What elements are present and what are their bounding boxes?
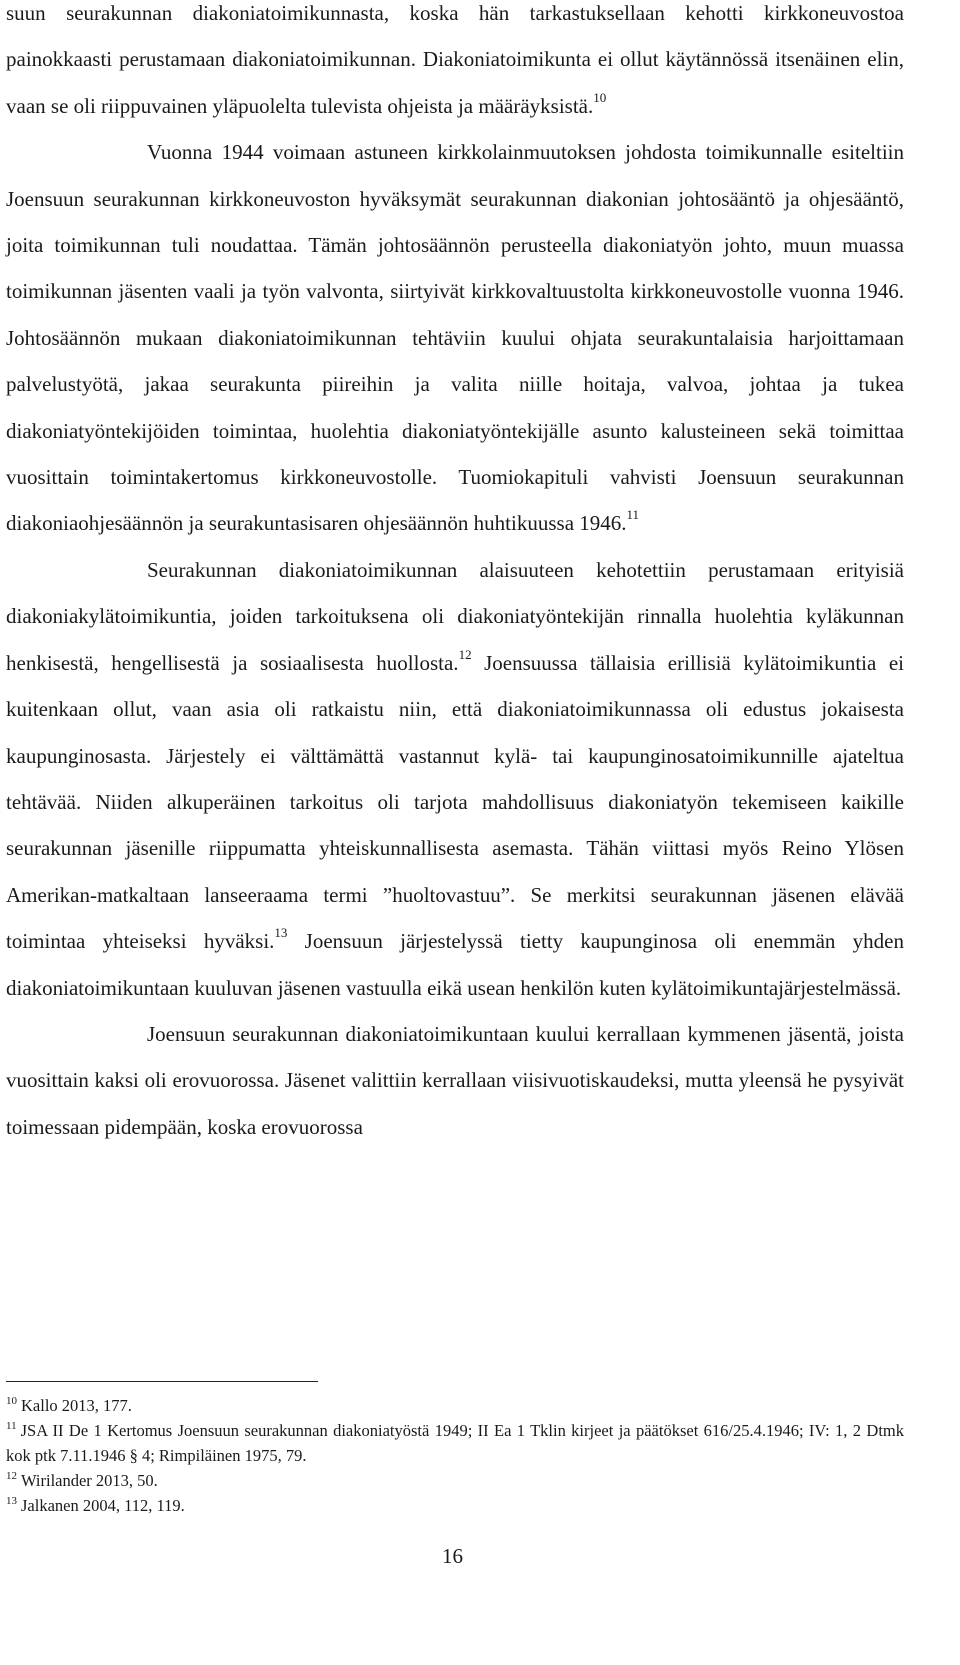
footnote-11 [6,1418,904,1468]
paragraph-1-text: suun seurakunnan diakoniatoimikunnasta, koska hän tarkastuksellaan kehotti kirkkoneuvostoa painokkaasti perustamaan diakoniatoimikunnan. Diakoniatoimikunta ei ollut käytännössä itsenäinen elin, vaan se oli riippuvainen yläpuolelta tulevista ohjeista ja määräyksistä. [6,1,904,118]
paragraph-1 [6,0,904,129]
paragraph-2-text: Vuonna 1944 voimaan astuneen kirkkolainmuutoksen johdosta toimikunnalle esiteltiin Joensuun seurakunnan kirkkoneuvoston hyväksymät seurakunnan diakonian johtosääntö ja ohjesääntö, joita toimikunnan tuli noudattaa. Tämän johtosäännön perusteella diakoniatyön johto, muun muassa toimikunnan jäsenten vaali ja työn valvonta, siirtyivät kirkkovaltuustolta kirkkoneuvostolle vuonna 1946. Johtosäännön mukaan diakoniatoimikunnan tehtäviin kuului ohjata seurakuntalaisia harjoittamaan palvelustyötä, jakaa seurakunta piireihin ja valita niille hoitaja, valvoa, johtaa ja tukea diakoniatyöntekijöiden toimintaa, huolehtia diakoniatyöntekijälle asunto kalusteineen sekä toimittaa vuosittain toimintakertomus kirkkoneuvostolle. Tuomiokapituli vahvisti Joensuun seurakunnan diakoniaohjesäännön ja seurakuntasisaren ohjesäännön huhtikuussa 1946. [6,140,904,536]
paragraph-4 [6,1011,904,1150]
body-text [6,0,904,1150]
paragraph-4-text: Joensuun seurakunnan diakoniatoimikuntaan kuului kerrallaan kymmenen jäsentä, joista vuosittain kaksi oli erovuorossa. Jäsenet valittiin kerrallaan viisivuotiskaudeksi, mutta yleensä he pysyivät toimessaan pidempään, koska erovuorossa [6,1021,904,1139]
paragraph-2 [6,129,904,547]
footnote-text: JSA II De 1 Kertomus Joensuun seurakunnan diakoniatyöstä 1949; II Ea 1 Tklin kirjeet ja päätökset 616/25.4.1946; IV: 1, 2 Dtmk kok ptk 7.11.1946 § 4; Rimpiläinen 1975, 79. [6,1421,904,1465]
page-number: 16 [442,1544,463,1568]
footnote-text: Jalkanen 2004, 112, 119. [21,1496,185,1515]
footnote-ref-13: 13 [274,925,288,941]
footnotes [6,1393,904,1518]
paragraph-3-text-end: Joensuun järjestelyssä tietty kaupunginosa oli enemmän yhden diakoniatoimikuntaan kuuluvan jäsenen vastuulla eikä usean henkilön kuten kylätoimikuntajärjestelmässä. [6,929,904,1000]
footnote-ref-11: 11 [626,507,640,523]
footnote-number: 12 [6,1469,17,1482]
footnote-text: Kallo 2013, 177. [21,1396,132,1415]
paragraph-3-text-continued: Joensuussa tällaisia erillisiä kylätoimikuntia ei kuitenkaan ollut, vaan asia oli ratkaistu niin, että diakoniatoimikunnassa oli edustus jokaisesta kaupunginosasta. Järjestely ei välttämättä vastannut kylä- tai kaupunginosatoimikunnille ajateltua tehtävää. Niiden alkuperäinen tarkoitus oli tarjota mahdollisuus diakoniatyön tekemiseen kaikille seurakunnan jäsenille riippumatta yhteiskunnallisesta asemasta. Tähän viittasi myös Reino Ylösen Amerikan-matkaltaan lanseeraama termi ”huoltovastuu”. Se merkitsi seurakunnan jäsenen elävää toimintaa yhteiseksi hyväksi. [6,650,905,954]
footnote-12 [6,1468,904,1493]
footnote-ref-12: 12 [458,646,472,662]
footnote-number: 10 [6,1394,17,1407]
footnote-10 [6,1393,904,1418]
footnote-text: Wirilander 2013, 50. [21,1471,158,1490]
paragraph-3-text: Seurakunnan diakoniatoimikunnan alaisuuteen kehotettiin perustamaan erityisiä diakoniakylätoimikuntia, joiden tarkoituksena oli diakoniatyöntekijän rinnalla huolehtia kyläkunnan henkisestä, hengellisestä ja sosiaalisesta huollosta. [6,557,904,675]
paragraph-3 [6,547,904,1011]
footnote-13 [6,1493,904,1518]
footnote-separator [6,1381,318,1382]
footnote-ref-10: 10 [593,89,607,105]
footnote-number: 11 [6,1419,17,1432]
footnote-number: 13 [6,1494,17,1507]
